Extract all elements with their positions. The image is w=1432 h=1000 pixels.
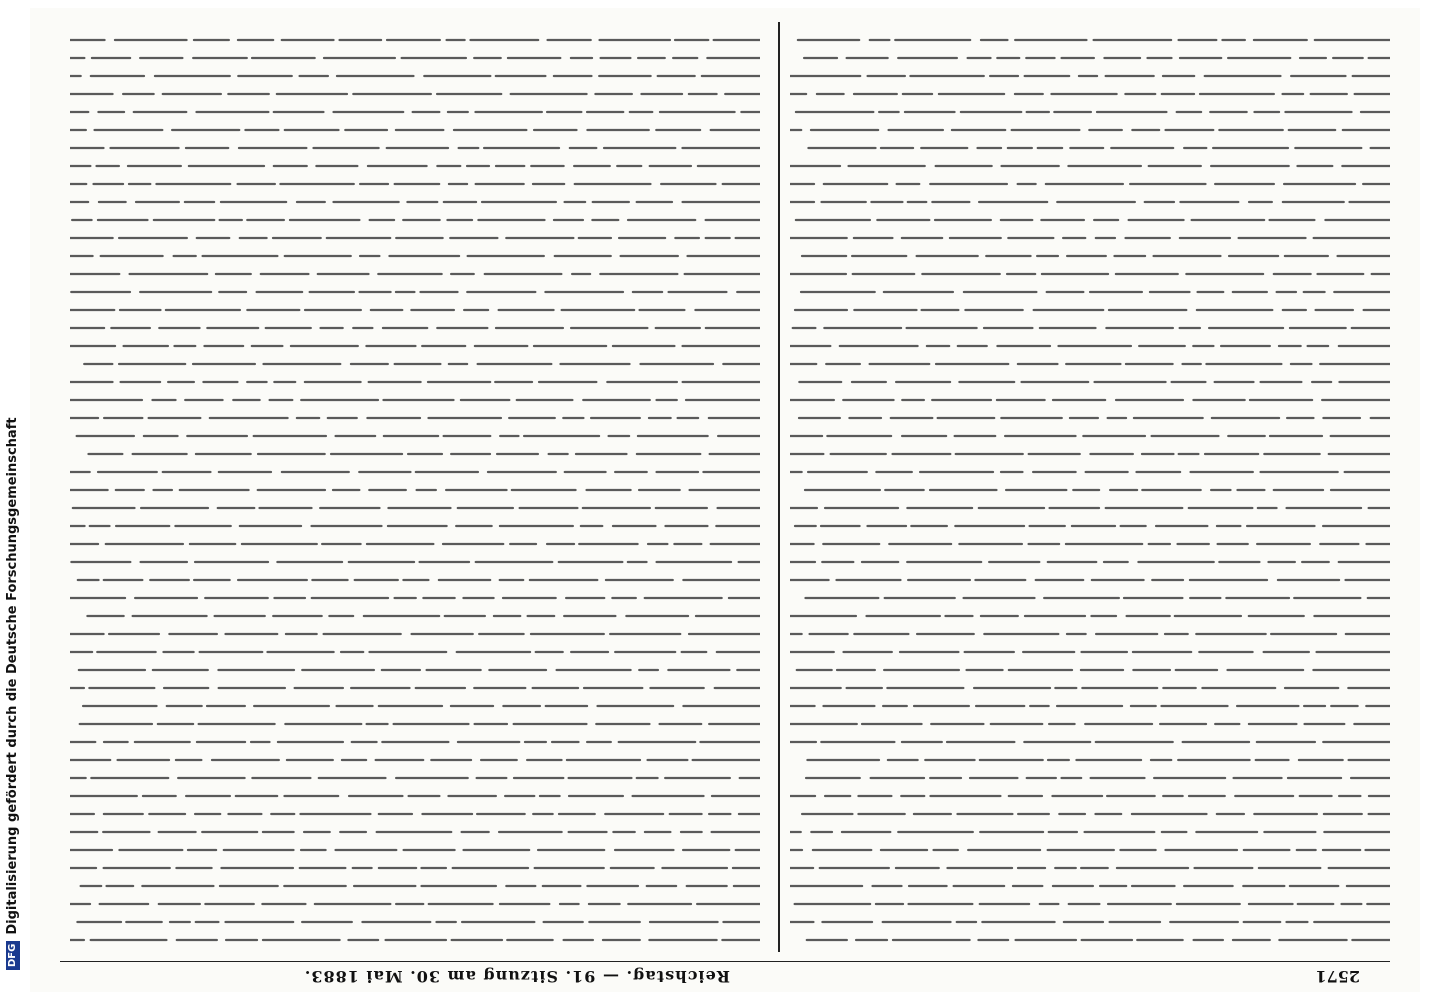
running-title: Reichstag. — 91. Sitzung am 30. Mai 1883. [303,967,730,986]
page-number: 2571 [1315,967,1360,986]
digitization-notice [0,0,26,1000]
rotated-page-content [30,8,1420,992]
scanned-page [30,8,1420,992]
right-column-body [70,18,760,948]
dfg-logo-icon: DFG [6,941,20,970]
digitization-notice-text: Digitalisierung gefördert durch die Deutsche Forschungsgemeinschaft [5,417,20,935]
column-divider [778,22,780,952]
left-column-body [790,18,1390,948]
digitization-sidebar [0,0,26,1000]
header-rule [60,961,1390,962]
